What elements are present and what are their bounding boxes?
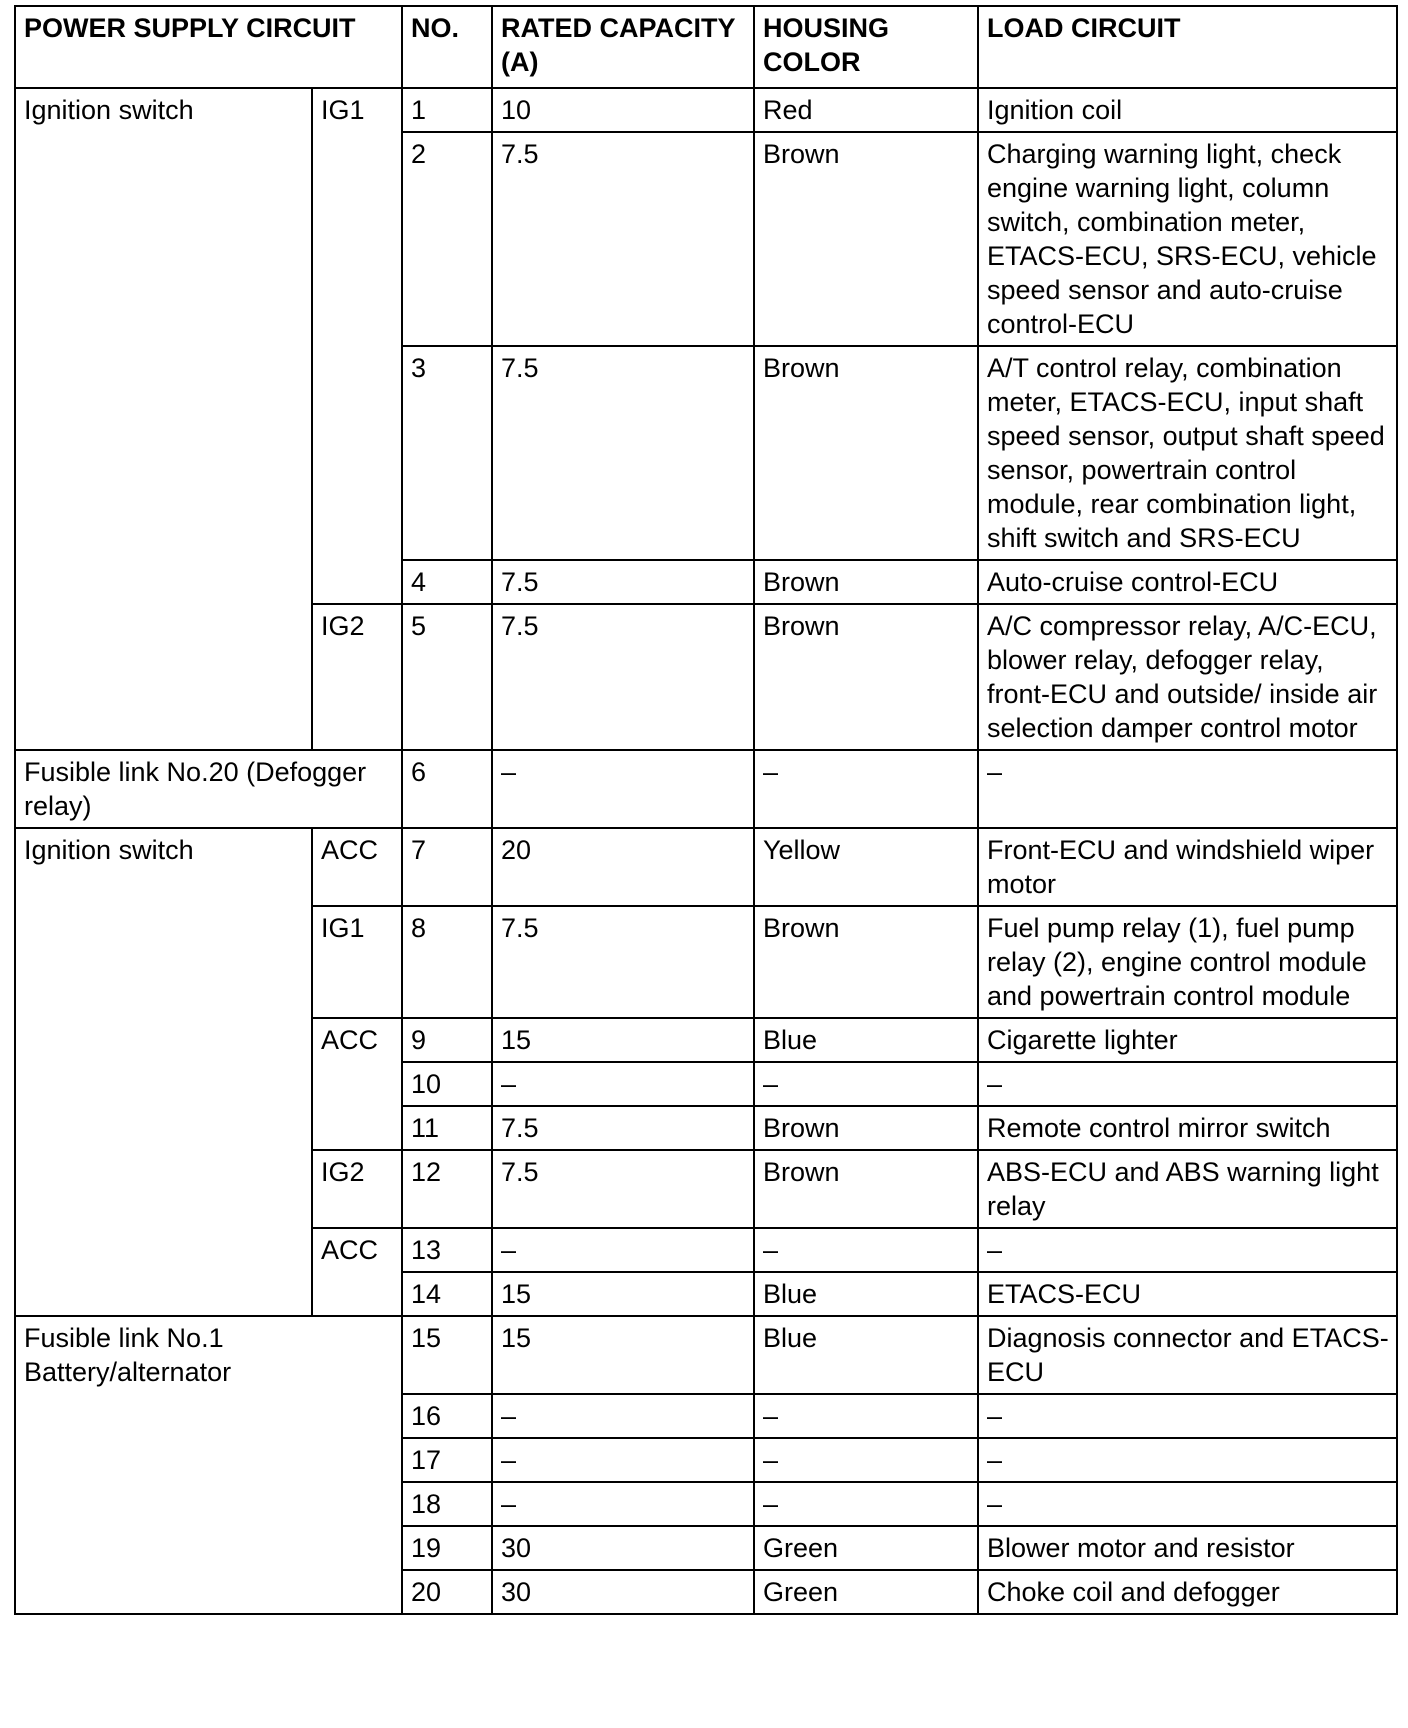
cell-no: 1 bbox=[402, 88, 492, 132]
header-power-supply-circuit: POWER SUPPLY CIRCUIT bbox=[15, 6, 402, 88]
cell-rated: 7.5 bbox=[492, 604, 754, 750]
cell-no: 8 bbox=[402, 906, 492, 1018]
cell-no: 2 bbox=[402, 132, 492, 346]
cell-rated: – bbox=[492, 750, 754, 828]
cell-color: – bbox=[754, 750, 978, 828]
cell-rated: 10 bbox=[492, 88, 754, 132]
cell-no: 16 bbox=[402, 1394, 492, 1438]
cell-load: Choke coil and defogger bbox=[978, 1570, 1397, 1614]
cell-no: 4 bbox=[402, 560, 492, 604]
cell-no: 6 bbox=[402, 750, 492, 828]
cell-load: – bbox=[978, 750, 1397, 828]
cell-load: – bbox=[978, 1482, 1397, 1526]
cell-color: Brown bbox=[754, 604, 978, 750]
cell-color: Blue bbox=[754, 1272, 978, 1316]
cell-load: Front-ECU and windshield wiper motor bbox=[978, 828, 1397, 906]
cell-color: Red bbox=[754, 88, 978, 132]
header-rated-capacity: RATED CAPACITY (A) bbox=[492, 6, 754, 88]
cell-no: 13 bbox=[402, 1228, 492, 1272]
cell-rated: 15 bbox=[492, 1272, 754, 1316]
cell-rated: 30 bbox=[492, 1526, 754, 1570]
source-fusible-link-1: Fusible link No.1 Battery/alternator bbox=[15, 1316, 402, 1614]
cell-rated: 7.5 bbox=[492, 346, 754, 560]
cell-no: 15 bbox=[402, 1316, 492, 1394]
cell-color: Brown bbox=[754, 906, 978, 1018]
cell-rated: – bbox=[492, 1062, 754, 1106]
cell-no: 18 bbox=[402, 1482, 492, 1526]
cell-load: A/C compressor relay, A/C-ECU, blower relay, defogger relay, front-ECU and outside/ inside air selection damper control motor bbox=[978, 604, 1397, 750]
cell-no: 5 bbox=[402, 604, 492, 750]
cell-load: – bbox=[978, 1394, 1397, 1438]
cell-no: 17 bbox=[402, 1438, 492, 1482]
cell-rated: – bbox=[492, 1228, 754, 1272]
cell-rated: 7.5 bbox=[492, 560, 754, 604]
cell-load: Remote control mirror switch bbox=[978, 1106, 1397, 1150]
cell-no: 3 bbox=[402, 346, 492, 560]
sub-ig2: IG2 bbox=[312, 604, 402, 750]
cell-load: Blower motor and resistor bbox=[978, 1526, 1397, 1570]
cell-no: 14 bbox=[402, 1272, 492, 1316]
cell-load: ABS-ECU and ABS warning light relay bbox=[978, 1150, 1397, 1228]
cell-rated: 15 bbox=[492, 1316, 754, 1394]
cell-load: Auto-cruise control-ECU bbox=[978, 560, 1397, 604]
cell-rated: – bbox=[492, 1482, 754, 1526]
sub-ig1: IG1 bbox=[312, 906, 402, 1018]
cell-color: Brown bbox=[754, 560, 978, 604]
cell-rated: 7.5 bbox=[492, 132, 754, 346]
cell-load: Cigarette lighter bbox=[978, 1018, 1397, 1062]
cell-load: – bbox=[978, 1438, 1397, 1482]
cell-no: 12 bbox=[402, 1150, 492, 1228]
cell-no: 11 bbox=[402, 1106, 492, 1150]
header-row bbox=[15, 6, 1397, 88]
cell-load: Charging warning light, check engine warning light, column switch, combination meter, ETACS-ECU, SRS-ECU, vehicle speed sensor and auto-cruise control-ECU bbox=[978, 132, 1397, 346]
cell-rated: – bbox=[492, 1438, 754, 1482]
cell-no: 20 bbox=[402, 1570, 492, 1614]
cell-color: – bbox=[754, 1482, 978, 1526]
sub-acc: ACC bbox=[312, 1018, 402, 1150]
cell-rated: 30 bbox=[492, 1570, 754, 1614]
source-ignition-switch: Ignition switch bbox=[15, 88, 312, 750]
cell-color: – bbox=[754, 1228, 978, 1272]
source-fusible-link-20: Fusible link No.20 (Defogger relay) bbox=[15, 750, 402, 828]
cell-rated: 7.5 bbox=[492, 906, 754, 1018]
cell-color: Green bbox=[754, 1526, 978, 1570]
header-no: NO. bbox=[402, 6, 492, 88]
cell-rated: 7.5 bbox=[492, 1106, 754, 1150]
sub-acc: ACC bbox=[312, 1228, 402, 1316]
cell-color: Brown bbox=[754, 1106, 978, 1150]
cell-color: – bbox=[754, 1062, 978, 1106]
cell-no: 7 bbox=[402, 828, 492, 906]
cell-rated: 20 bbox=[492, 828, 754, 906]
cell-color: Yellow bbox=[754, 828, 978, 906]
source-ignition-switch: Ignition switch bbox=[15, 828, 312, 1316]
cell-rated: 7.5 bbox=[492, 1150, 754, 1228]
table-row bbox=[15, 750, 1397, 828]
cell-load: Diagnosis connector and ETACS-ECU bbox=[978, 1316, 1397, 1394]
cell-no: 10 bbox=[402, 1062, 492, 1106]
sub-ig1: IG1 bbox=[312, 88, 402, 604]
table-row bbox=[15, 88, 1397, 132]
header-housing-color: HOUSING COLOR bbox=[754, 6, 978, 88]
cell-color: Brown bbox=[754, 132, 978, 346]
cell-color: Green bbox=[754, 1570, 978, 1614]
cell-rated: 15 bbox=[492, 1018, 754, 1062]
cell-load: – bbox=[978, 1062, 1397, 1106]
cell-no: 19 bbox=[402, 1526, 492, 1570]
header-load-circuit: LOAD CIRCUIT bbox=[978, 6, 1397, 88]
sub-acc: ACC bbox=[312, 828, 402, 906]
cell-color: Brown bbox=[754, 1150, 978, 1228]
table-row bbox=[15, 828, 1397, 906]
cell-load: Ignition coil bbox=[978, 88, 1397, 132]
cell-load: A/T control relay, combination meter, ETACS-ECU, input shaft speed sensor, output shaft speed sensor, powertrain control module, rear combination light, shift switch and SRS-ECU bbox=[978, 346, 1397, 560]
cell-no: 9 bbox=[402, 1018, 492, 1062]
cell-load: Fuel pump relay (1), fuel pump relay (2), engine control module and powertrain control module bbox=[978, 906, 1397, 1018]
cell-color: – bbox=[754, 1394, 978, 1438]
sub-ig2: IG2 bbox=[312, 1150, 402, 1228]
fuse-table bbox=[14, 5, 1398, 1615]
cell-load: – bbox=[978, 1228, 1397, 1272]
cell-color: Blue bbox=[754, 1316, 978, 1394]
cell-color: Brown bbox=[754, 346, 978, 560]
cell-color: Blue bbox=[754, 1018, 978, 1062]
table-row bbox=[15, 1316, 1397, 1394]
cell-load: ETACS-ECU bbox=[978, 1272, 1397, 1316]
cell-color: – bbox=[754, 1438, 978, 1482]
cell-rated: – bbox=[492, 1394, 754, 1438]
